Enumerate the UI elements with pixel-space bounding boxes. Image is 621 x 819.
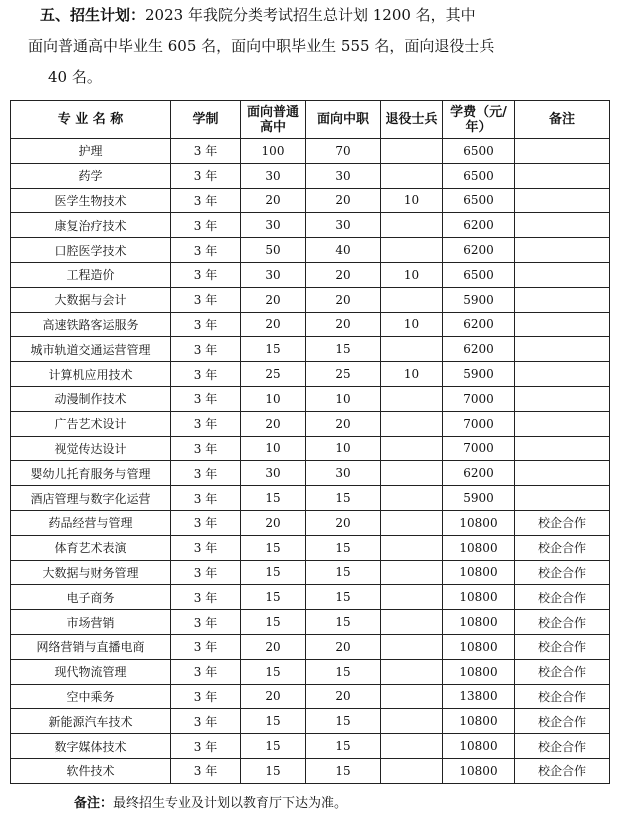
cell-veterans: [381, 535, 443, 560]
cell-duration: 3 年: [171, 411, 241, 436]
cell-duration: 3 年: [171, 287, 241, 312]
table-row: [11, 337, 610, 362]
cell-remarks: 校企合作: [515, 659, 610, 684]
cell-general-high-school: 15: [241, 585, 306, 610]
table-row: [11, 709, 610, 734]
cell-tuition: 10800: [443, 610, 515, 635]
cell-remarks: [515, 337, 610, 362]
cell-general-high-school: 20: [241, 312, 306, 337]
cell-veterans: [381, 758, 443, 783]
cell-tuition: 7000: [443, 411, 515, 436]
cell-veterans: [381, 287, 443, 312]
cell-major-name: 药学: [11, 163, 171, 188]
cell-veterans: 10: [381, 188, 443, 213]
table-header-row: [11, 101, 610, 139]
intro-line-1-text: 2023 年我院分类考试招生总计划 1200 名，其中: [145, 6, 476, 24]
cell-vocational: 15: [306, 610, 381, 635]
cell-duration: 3 年: [171, 560, 241, 585]
cell-general-high-school: 15: [241, 560, 306, 585]
cell-tuition: 6200: [443, 238, 515, 263]
cell-vocational: 15: [306, 659, 381, 684]
cell-veterans: 10: [381, 262, 443, 287]
cell-duration: 3 年: [171, 337, 241, 362]
cell-remarks: [515, 411, 610, 436]
cell-vocational: 20: [306, 287, 381, 312]
cell-duration: 3 年: [171, 188, 241, 213]
cell-remarks: 校企合作: [515, 535, 610, 560]
cell-duration: 3 年: [171, 634, 241, 659]
table-row: [11, 386, 610, 411]
cell-remarks: 校企合作: [515, 510, 610, 535]
intro-line-1: [40, 0, 615, 31]
cell-remarks: [515, 486, 610, 511]
table-row: [11, 684, 610, 709]
cell-remarks: [515, 461, 610, 486]
cell-tuition: 6500: [443, 139, 515, 164]
cell-tuition: 10800: [443, 709, 515, 734]
cell-major-name: 城市轨道交通运营管理: [11, 337, 171, 362]
cell-tuition: 10800: [443, 758, 515, 783]
cell-major-name: 电子商务: [11, 585, 171, 610]
cell-general-high-school: 15: [241, 486, 306, 511]
cell-general-high-school: 15: [241, 535, 306, 560]
header-remarks: 备注: [515, 101, 610, 139]
cell-vocational: 15: [306, 337, 381, 362]
table-row: [11, 188, 610, 213]
cell-duration: 3 年: [171, 585, 241, 610]
cell-tuition: 10800: [443, 585, 515, 610]
cell-tuition: 7000: [443, 436, 515, 461]
cell-veterans: 10: [381, 362, 443, 387]
cell-veterans: [381, 461, 443, 486]
table-row: [11, 139, 610, 164]
cell-general-high-school: 10: [241, 436, 306, 461]
cell-veterans: [381, 337, 443, 362]
header-general-high-school: 面向普通高中: [241, 101, 306, 139]
cell-tuition: 10800: [443, 734, 515, 759]
cell-tuition: 7000: [443, 386, 515, 411]
cell-vocational: 20: [306, 262, 381, 287]
cell-tuition: 5900: [443, 486, 515, 511]
cell-remarks: [515, 287, 610, 312]
cell-vocational: 10: [306, 436, 381, 461]
cell-duration: 3 年: [171, 734, 241, 759]
cell-general-high-school: 20: [241, 634, 306, 659]
cell-vocational: 15: [306, 709, 381, 734]
table-row: [11, 610, 610, 635]
cell-tuition: 10800: [443, 560, 515, 585]
cell-remarks: 校企合作: [515, 610, 610, 635]
cell-tuition: 5900: [443, 362, 515, 387]
cell-general-high-school: 20: [241, 287, 306, 312]
cell-remarks: 校企合作: [515, 758, 610, 783]
cell-tuition: 6200: [443, 312, 515, 337]
cell-major-name: 大数据与财务管理: [11, 560, 171, 585]
cell-major-name: 康复治疗技术: [11, 213, 171, 238]
cell-general-high-school: 20: [241, 684, 306, 709]
cell-vocational: 70: [306, 139, 381, 164]
cell-vocational: 30: [306, 213, 381, 238]
cell-vocational: 30: [306, 163, 381, 188]
cell-duration: 3 年: [171, 709, 241, 734]
cell-general-high-school: 100: [241, 139, 306, 164]
table-row: [11, 411, 610, 436]
table-row: [11, 461, 610, 486]
cell-major-name: 口腔医学技术: [11, 238, 171, 263]
intro-line-2: 面向普通高中毕业生 605 名，面向中职毕业生 555 名，面向退役士兵: [28, 37, 495, 55]
header-veterans: 退役士兵: [381, 101, 443, 139]
cell-veterans: [381, 213, 443, 238]
intro-paragraph: [28, 0, 615, 93]
cell-vocational: 15: [306, 585, 381, 610]
cell-general-high-school: 15: [241, 734, 306, 759]
cell-tuition: 10800: [443, 510, 515, 535]
cell-remarks: 校企合作: [515, 684, 610, 709]
cell-remarks: [515, 312, 610, 337]
cell-general-high-school: 15: [241, 659, 306, 684]
table-row: [11, 362, 610, 387]
cell-remarks: [515, 163, 610, 188]
cell-vocational: 20: [306, 684, 381, 709]
table-row: [11, 585, 610, 610]
header-tuition: 学费（元/年）: [443, 101, 515, 139]
cell-duration: 3 年: [171, 610, 241, 635]
cell-vocational: 10: [306, 386, 381, 411]
cell-duration: 3 年: [171, 213, 241, 238]
cell-remarks: [515, 238, 610, 263]
cell-general-high-school: 15: [241, 709, 306, 734]
cell-veterans: [381, 634, 443, 659]
cell-remarks: [515, 386, 610, 411]
cell-vocational: 25: [306, 362, 381, 387]
cell-general-high-school: 30: [241, 461, 306, 486]
cell-vocational: 15: [306, 734, 381, 759]
cell-vocational: 40: [306, 238, 381, 263]
cell-vocational: 20: [306, 188, 381, 213]
table-row: [11, 634, 610, 659]
table-row: [11, 312, 610, 337]
cell-duration: 3 年: [171, 758, 241, 783]
cell-remarks: [515, 213, 610, 238]
cell-veterans: [381, 386, 443, 411]
table-row: [11, 659, 610, 684]
cell-duration: 3 年: [171, 684, 241, 709]
cell-veterans: [381, 510, 443, 535]
cell-vocational: 15: [306, 560, 381, 585]
cell-remarks: [515, 436, 610, 461]
cell-duration: 3 年: [171, 486, 241, 511]
cell-vocational: 20: [306, 312, 381, 337]
cell-tuition: 10800: [443, 634, 515, 659]
cell-tuition: 6500: [443, 163, 515, 188]
table-row: [11, 262, 610, 287]
cell-remarks: 校企合作: [515, 560, 610, 585]
cell-major-name: 计算机应用技术: [11, 362, 171, 387]
cell-general-high-school: 30: [241, 213, 306, 238]
cell-general-high-school: 20: [241, 188, 306, 213]
cell-vocational: 20: [306, 411, 381, 436]
table-row: [11, 238, 610, 263]
cell-duration: 3 年: [171, 362, 241, 387]
cell-major-name: 大数据与会计: [11, 287, 171, 312]
cell-major-name: 网络营销与直播电商: [11, 634, 171, 659]
cell-major-name: 视觉传达设计: [11, 436, 171, 461]
cell-major-name: 工程造价: [11, 262, 171, 287]
cell-tuition: 6500: [443, 188, 515, 213]
cell-vocational: 20: [306, 510, 381, 535]
cell-tuition: 6200: [443, 461, 515, 486]
cell-major-name: 护理: [11, 139, 171, 164]
table-row: [11, 560, 610, 585]
footnote-label: 备注：: [74, 796, 114, 811]
table-row: [11, 213, 610, 238]
cell-veterans: [381, 585, 443, 610]
cell-duration: 3 年: [171, 535, 241, 560]
cell-remarks: 校企合作: [515, 709, 610, 734]
cell-major-name: 新能源汽车技术: [11, 709, 171, 734]
cell-duration: 3 年: [171, 139, 241, 164]
table-row: [11, 535, 610, 560]
cell-remarks: [515, 362, 610, 387]
cell-tuition: 13800: [443, 684, 515, 709]
cell-major-name: 广告艺术设计: [11, 411, 171, 436]
cell-general-high-school: 25: [241, 362, 306, 387]
cell-veterans: [381, 709, 443, 734]
cell-duration: 3 年: [171, 163, 241, 188]
cell-tuition: 6200: [443, 213, 515, 238]
cell-duration: 3 年: [171, 659, 241, 684]
cell-duration: 3 年: [171, 262, 241, 287]
cell-major-name: 医学生物技术: [11, 188, 171, 213]
enrollment-plan-table: [10, 100, 610, 784]
cell-remarks: 校企合作: [515, 734, 610, 759]
cell-major-name: 体育艺术表演: [11, 535, 171, 560]
cell-duration: 3 年: [171, 238, 241, 263]
section-heading: 五、招生计划：: [40, 6, 146, 24]
cell-duration: 3 年: [171, 386, 241, 411]
table-row: [11, 436, 610, 461]
cell-general-high-school: 30: [241, 163, 306, 188]
cell-major-name: 空中乘务: [11, 684, 171, 709]
cell-veterans: [381, 163, 443, 188]
cell-veterans: [381, 560, 443, 585]
table-row: [11, 734, 610, 759]
cell-major-name: 高速铁路客运服务: [11, 312, 171, 337]
cell-remarks: 校企合作: [515, 634, 610, 659]
cell-major-name: 动漫制作技术: [11, 386, 171, 411]
cell-duration: 3 年: [171, 312, 241, 337]
cell-general-high-school: 15: [241, 610, 306, 635]
cell-remarks: [515, 262, 610, 287]
cell-major-name: 酒店管理与数字化运营: [11, 486, 171, 511]
cell-vocational: 15: [306, 758, 381, 783]
cell-veterans: 10: [381, 312, 443, 337]
cell-veterans: [381, 139, 443, 164]
cell-remarks: 校企合作: [515, 585, 610, 610]
cell-remarks: [515, 139, 610, 164]
cell-duration: 3 年: [171, 461, 241, 486]
cell-general-high-school: 50: [241, 238, 306, 263]
table-body: [11, 139, 610, 784]
intro-line-3: 40 名。: [48, 68, 102, 86]
cell-major-name: 药品经营与管理: [11, 510, 171, 535]
cell-major-name: 数字媒体技术: [11, 734, 171, 759]
header-duration: 学制: [171, 101, 241, 139]
cell-veterans: [381, 684, 443, 709]
cell-duration: 3 年: [171, 510, 241, 535]
cell-tuition: 5900: [443, 287, 515, 312]
cell-veterans: [381, 411, 443, 436]
table-row: [11, 510, 610, 535]
header-major-name: 专 业 名 称: [11, 101, 171, 139]
cell-vocational: 15: [306, 535, 381, 560]
cell-veterans: [381, 436, 443, 461]
cell-general-high-school: 20: [241, 510, 306, 535]
cell-duration: 3 年: [171, 436, 241, 461]
cell-vocational: 15: [306, 486, 381, 511]
cell-tuition: 6500: [443, 262, 515, 287]
cell-general-high-school: 10: [241, 386, 306, 411]
cell-general-high-school: 15: [241, 337, 306, 362]
cell-general-high-school: 20: [241, 411, 306, 436]
cell-vocational: 30: [306, 461, 381, 486]
footnote: [74, 792, 347, 811]
table-row: [11, 163, 610, 188]
cell-tuition: 10800: [443, 659, 515, 684]
cell-major-name: 婴幼儿托育服务与管理: [11, 461, 171, 486]
footnote-text: 最终招生专业及计划以教育厅下达为准。: [113, 796, 348, 811]
cell-veterans: [381, 610, 443, 635]
cell-remarks: [515, 188, 610, 213]
table-row: [11, 758, 610, 783]
cell-veterans: [381, 734, 443, 759]
cell-general-high-school: 30: [241, 262, 306, 287]
cell-veterans: [381, 486, 443, 511]
cell-tuition: 6200: [443, 337, 515, 362]
cell-veterans: [381, 238, 443, 263]
cell-major-name: 软件技术: [11, 758, 171, 783]
cell-major-name: 市场营销: [11, 610, 171, 635]
table-row: [11, 486, 610, 511]
table-row: [11, 287, 610, 312]
cell-veterans: [381, 659, 443, 684]
cell-general-high-school: 15: [241, 758, 306, 783]
cell-tuition: 10800: [443, 535, 515, 560]
cell-major-name: 现代物流管理: [11, 659, 171, 684]
cell-vocational: 20: [306, 634, 381, 659]
header-vocational: 面向中职: [306, 101, 381, 139]
